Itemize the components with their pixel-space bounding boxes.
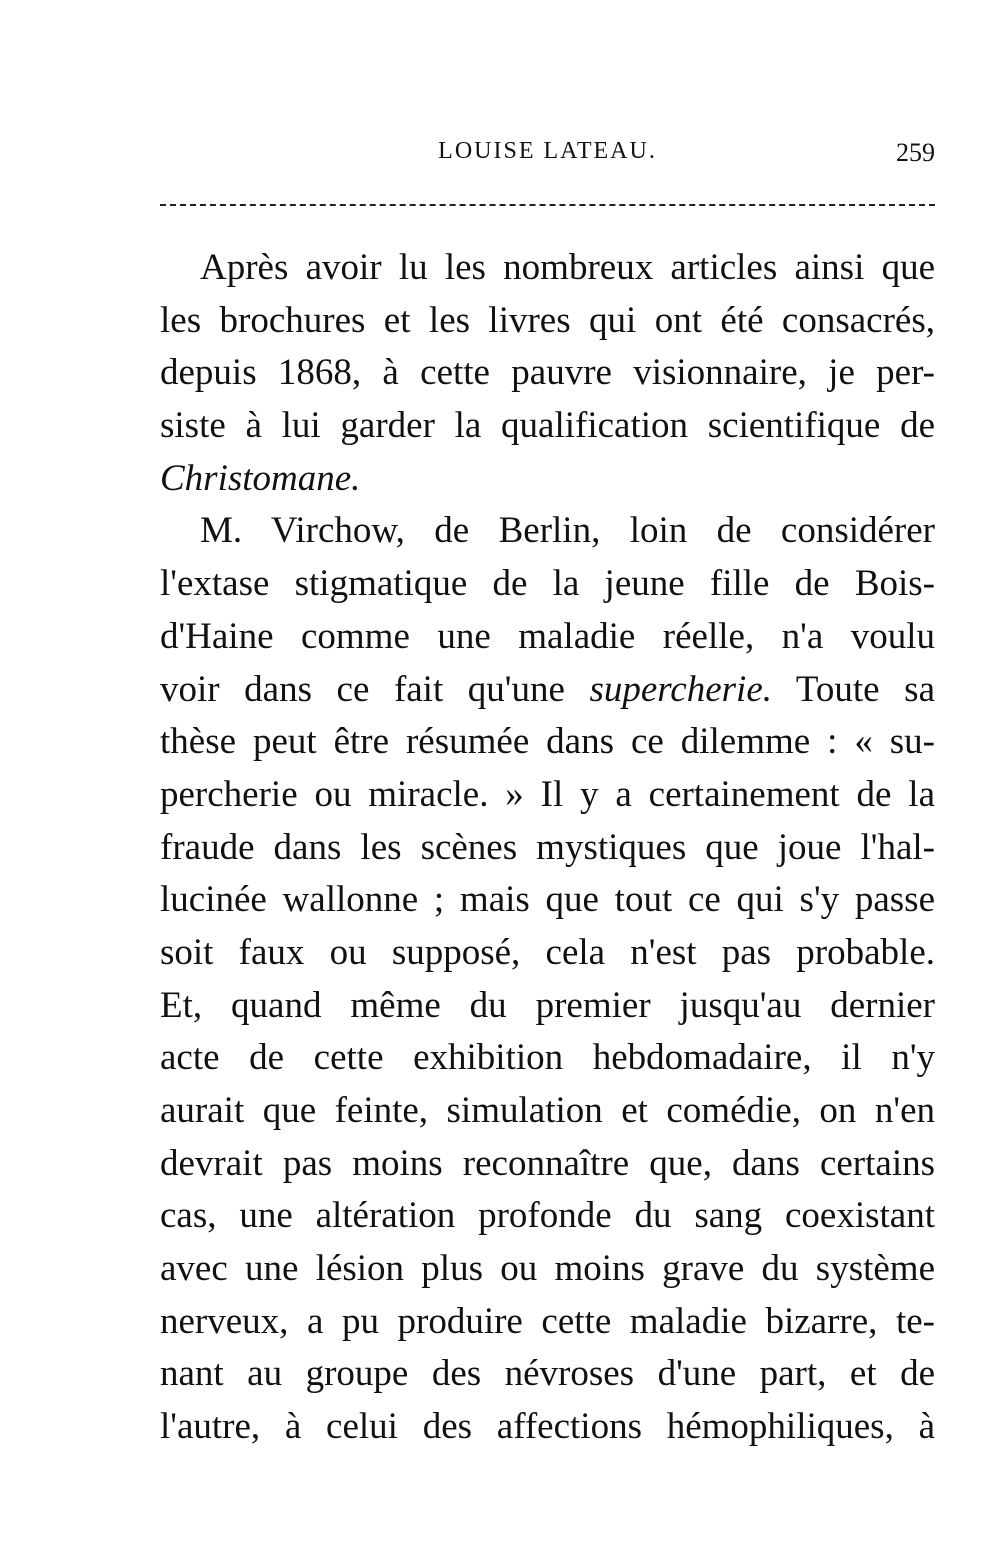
- text-line: nant au groupe des névroses d'une part, et de: [160, 1353, 935, 1395]
- text-line: soit faux ou supposé, cela n'est pas probable.: [160, 931, 935, 973]
- text-line: Et, quand même du premier jusqu'au dernier: [160, 984, 935, 1026]
- text-line: aurait que feinte, simulation et comédie, on n'en: [160, 1090, 935, 1131]
- text-line: Après avoir lu les nombreux articles ainsi que: [200, 247, 935, 288]
- text-line: [160, 664, 935, 717]
- text-line: avec une lésion plus ou moins grave du système: [160, 1248, 935, 1290]
- text-line: acte de cette exhibition hebdomadaire, il n'y: [160, 1037, 935, 1079]
- text-line: nerveux, a pu produire cette maladie bizarre, te-: [160, 1300, 935, 1342]
- page-number: 259: [896, 138, 935, 167]
- text-line: fraude dans les scènes mystiques que joue l'hal-: [160, 826, 935, 868]
- text-line: lucinée wallonne ; mais que tout ce qui s'y passe: [160, 879, 935, 921]
- text-span: voir dans ce fait qu'une: [160, 668, 590, 710]
- running-header: [160, 138, 935, 178]
- text-line: siste à lui garder la qualification scientifique de: [160, 405, 935, 447]
- text-line: depuis 1868, à cette pauvre visionnaire, je per-: [160, 352, 935, 394]
- text-line: Christomane.: [160, 457, 361, 499]
- italic-word: supercherie.: [589, 668, 772, 710]
- text-line: d'Haine comme une maladie réelle, n'a voulu: [160, 615, 935, 657]
- text-line: cas, une altération profonde du sang coexistant: [160, 1195, 935, 1237]
- text-line: M. Virchow, de Berlin, loin de considérer: [200, 510, 935, 552]
- text-line: l'autre, à celui des affections hémophiliques, à: [160, 1406, 935, 1448]
- text-line: l'extase stigmatique de la jeune fille de Bois-: [160, 563, 935, 605]
- text-line: percherie ou miracle. » Il y a certainement de la: [160, 773, 935, 815]
- header-rule: [160, 204, 935, 206]
- text-line: les brochures et les livres qui ont été consacrés,: [160, 299, 935, 341]
- text-span: Toute sa: [772, 668, 935, 710]
- body-text: [160, 242, 935, 1454]
- text-line: devrait pas moins reconnaître que, dans certains: [160, 1142, 935, 1184]
- running-title: LOUISE LATEAU.: [438, 138, 657, 164]
- text-line: thèse peut être résumée dans ce dilemme : « su-: [160, 721, 935, 763]
